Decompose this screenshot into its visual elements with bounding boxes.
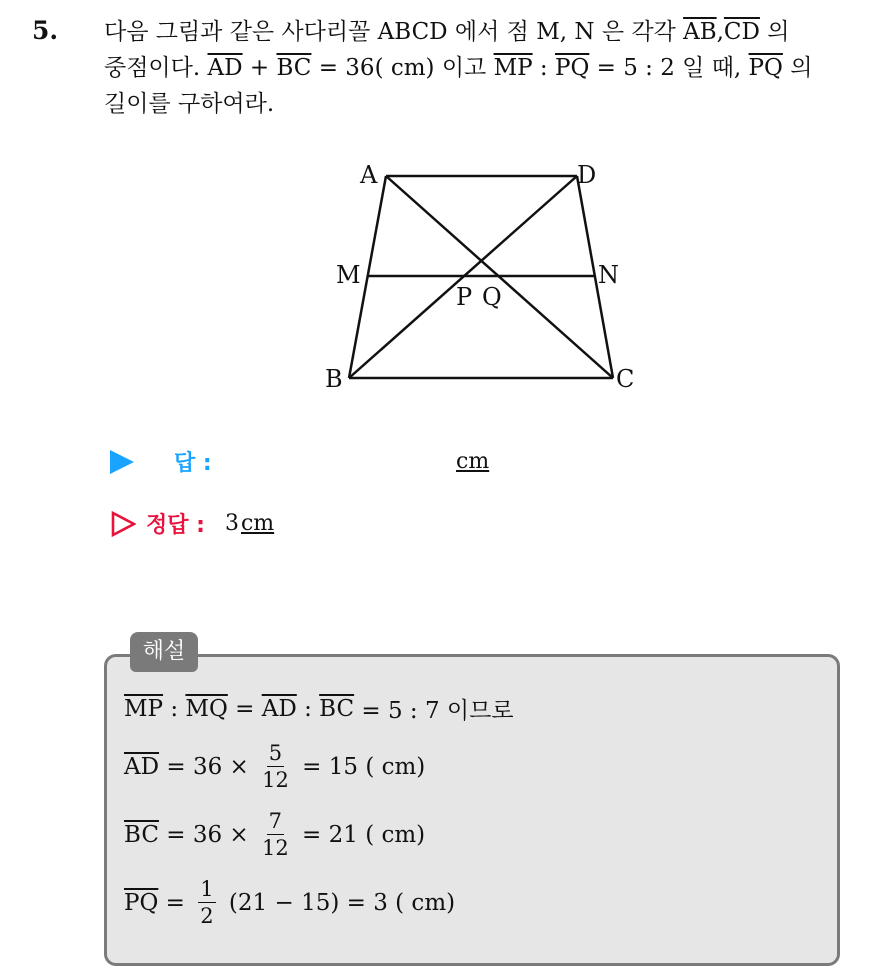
segment-bc: $\overline{BC}$ bbox=[276, 55, 312, 81]
label-c: C bbox=[616, 365, 635, 393]
label-n: N bbox=[598, 261, 619, 289]
text-span: 중점이다. bbox=[104, 55, 208, 81]
segment-ad: $\overline{AD}$ bbox=[124, 753, 160, 780]
segment-mp: $\overline{MP}$ bbox=[493, 55, 533, 81]
label-d: D bbox=[577, 161, 597, 189]
text-span: 의 bbox=[759, 19, 790, 45]
text-span: = 15 ( cm) bbox=[294, 753, 426, 780]
solution-line-4 bbox=[124, 876, 455, 929]
problem-line-3: 길이를 구하여라. bbox=[104, 91, 275, 117]
segment-ad: $\overline{AD}$ bbox=[261, 695, 297, 722]
problem-text bbox=[104, 14, 864, 122]
label-a: A bbox=[360, 161, 378, 189]
answer-unit: cm bbox=[240, 511, 275, 536]
answer-label: 답 : bbox=[174, 451, 212, 476]
segment-ab: $\overline{AB}$ bbox=[683, 19, 717, 45]
numerator: 5 bbox=[268, 741, 283, 765]
numerator: 7 bbox=[268, 809, 283, 833]
text-span: = 36 × bbox=[159, 753, 257, 780]
text-span: = 36 × bbox=[158, 821, 256, 848]
text-span: = 21 ( cm) bbox=[294, 821, 426, 848]
numerator: 1 bbox=[200, 877, 214, 901]
text-span: , bbox=[716, 19, 724, 45]
text-span: + bbox=[242, 55, 277, 81]
problem-line-2 bbox=[104, 50, 864, 86]
denominator: 2 bbox=[200, 904, 214, 928]
problem-line-1 bbox=[104, 14, 864, 50]
solution-line-3 bbox=[124, 808, 425, 861]
text-span: : bbox=[163, 695, 186, 722]
play-filled-icon bbox=[110, 450, 134, 474]
segment-ad: $\overline{AD}$ bbox=[207, 55, 243, 81]
segment-pq: $\overline{PQ}$ bbox=[748, 55, 783, 81]
segment-bc: $\overline{BC}$ bbox=[319, 695, 355, 722]
fraction bbox=[198, 876, 215, 929]
label-p: P bbox=[456, 283, 473, 311]
label-b: B bbox=[325, 365, 343, 393]
text-span: 다음 그림과 같은 사다리꼴 ABCD 에서 점 M, N 은 각각 bbox=[104, 19, 684, 45]
correct-answer-row bbox=[110, 508, 274, 539]
problem-number: 5. bbox=[32, 16, 59, 45]
answer-number: 3 bbox=[224, 511, 239, 536]
text-span: = bbox=[158, 889, 193, 916]
text-span: : bbox=[532, 55, 555, 81]
segment-bc: $\overline{BC}$ bbox=[124, 821, 159, 848]
segment-pq: $\overline{PQ}$ bbox=[554, 55, 590, 81]
text-span: = bbox=[227, 695, 262, 722]
play-outline-icon bbox=[110, 511, 136, 537]
text-span: = 36( cm) 이고 bbox=[311, 55, 494, 81]
denominator: 12 bbox=[262, 836, 289, 860]
fraction bbox=[262, 808, 289, 861]
correct-answer-label: 정답 : bbox=[146, 513, 205, 538]
fraction bbox=[262, 740, 289, 793]
solution-line-1 bbox=[124, 692, 514, 725]
solution-tab: 해설 bbox=[130, 632, 198, 672]
correct-answer-value bbox=[225, 511, 274, 536]
solution-line-2 bbox=[124, 740, 425, 793]
label-m: M bbox=[336, 261, 361, 289]
segment-cd: $\overline{CD}$ bbox=[723, 19, 760, 45]
text-span: 의 bbox=[782, 55, 813, 81]
denominator: 12 bbox=[262, 768, 289, 792]
text-span: (21 − 15) = 3 ( cm) bbox=[221, 889, 456, 916]
segment-pq: $\overline{PQ}$ bbox=[124, 889, 159, 916]
text-span: = 5 : 7 이므로 bbox=[354, 698, 514, 724]
text-span: = 5 : 2 일 때, bbox=[589, 55, 749, 81]
answer-row bbox=[110, 446, 212, 477]
label-q: Q bbox=[482, 283, 502, 311]
segment-mq: $\overline{MQ}$ bbox=[185, 695, 228, 722]
trapezoid-figure bbox=[320, 150, 650, 400]
segment-mp: $\overline{MP}$ bbox=[124, 695, 164, 722]
answer-unit: cm bbox=[456, 449, 490, 474]
text-span: : bbox=[296, 695, 320, 722]
